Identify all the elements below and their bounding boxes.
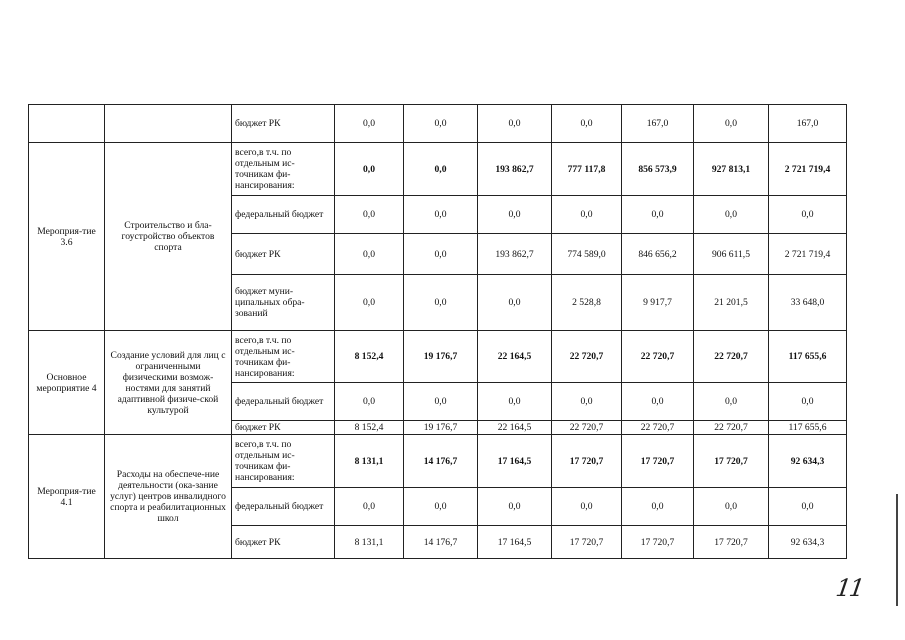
activity-name-cell: Мероприя-тие 4.1 — [29, 435, 105, 559]
funding-source-cell: всего,в т.ч. по отдельным ис-точникам фи-нансирования: — [232, 331, 335, 383]
table-row — [29, 435, 847, 488]
value-cell: 0,0 — [404, 488, 478, 526]
value-cell: 0,0 — [478, 488, 552, 526]
value-cell: 0,0 — [478, 196, 552, 234]
value-cell: 927 813,1 — [694, 143, 769, 196]
value-cell: 167,0 — [622, 105, 694, 143]
total-value-cell: 117 655,6 — [769, 331, 847, 383]
table-row — [29, 143, 847, 196]
funding-source-cell: бюджет муни-ципальных обра-зований — [232, 275, 335, 331]
funding-source-cell: бюджет РК — [232, 526, 335, 559]
funding-source-cell: всего,в т.ч. по отдельным ис-точникам фи-нансирования: — [232, 435, 335, 488]
value-cell: 0,0 — [335, 143, 404, 196]
value-cell: 14 176,7 — [404, 526, 478, 559]
value-cell: 17 720,7 — [622, 435, 694, 488]
total-value-cell: 167,0 — [769, 105, 847, 143]
value-cell: 0,0 — [622, 488, 694, 526]
value-cell: 0,0 — [478, 105, 552, 143]
value-cell: 0,0 — [552, 383, 622, 421]
value-cell: 0,0 — [552, 196, 622, 234]
total-value-cell: 92 634,3 — [769, 435, 847, 488]
total-value-cell: 33 648,0 — [769, 275, 847, 331]
value-cell: 22 720,7 — [552, 331, 622, 383]
value-cell: 14 176,7 — [404, 435, 478, 488]
value-cell: 2 528,8 — [552, 275, 622, 331]
value-cell: 0,0 — [622, 196, 694, 234]
value-cell: 0,0 — [335, 275, 404, 331]
budget-table — [28, 104, 847, 559]
total-value-cell: 0,0 — [769, 488, 847, 526]
value-cell: 0,0 — [404, 383, 478, 421]
funding-source-cell: всего,в т.ч. по отдельным ис-точникам фи-нансирования: — [232, 143, 335, 196]
value-cell: 0,0 — [694, 383, 769, 421]
value-cell: 856 573,9 — [622, 143, 694, 196]
value-cell: 846 656,2 — [622, 234, 694, 275]
activity-description-cell: Расходы на обеспече-ние деятельности (ока-зание услуг) центров инвалидного спорта и реабилитационных школ — [105, 435, 232, 559]
total-value-cell: 2 721 719,4 — [769, 143, 847, 196]
value-cell: 8 131,1 — [335, 526, 404, 559]
value-cell: 8 131,1 — [335, 435, 404, 488]
total-value-cell: 2 721 719,4 — [769, 234, 847, 275]
total-value-cell: 92 634,3 — [769, 526, 847, 559]
funding-source-cell: бюджет РК — [232, 234, 335, 275]
value-cell: 0,0 — [335, 196, 404, 234]
activity-name-cell: Мероприя-тие 3.6 — [29, 143, 105, 331]
funding-source-cell: федеральный бюджет — [232, 383, 335, 421]
table-row — [29, 105, 847, 143]
value-cell: 193 862,7 — [478, 143, 552, 196]
activity-description-cell: Строительство и бла-гоустройство объектов спорта — [105, 143, 232, 331]
value-cell: 906 611,5 — [694, 234, 769, 275]
value-cell: 0,0 — [694, 196, 769, 234]
value-cell: 0,0 — [622, 383, 694, 421]
value-cell: 22 164,5 — [478, 421, 552, 435]
value-cell: 0,0 — [404, 105, 478, 143]
value-cell: 0,0 — [478, 383, 552, 421]
value-cell: 17 720,7 — [552, 526, 622, 559]
value-cell: 19 176,7 — [404, 331, 478, 383]
value-cell: 777 117,8 — [552, 143, 622, 196]
table-row — [29, 331, 847, 383]
activity-name-cell — [29, 105, 105, 143]
value-cell: 8 152,4 — [335, 331, 404, 383]
total-value-cell: 117 655,6 — [769, 421, 847, 435]
value-cell: 17 164,5 — [478, 435, 552, 488]
value-cell: 0,0 — [404, 143, 478, 196]
value-cell: 0,0 — [335, 383, 404, 421]
activity-name-cell: Основное мероприятие 4 — [29, 331, 105, 435]
value-cell: 17 720,7 — [694, 526, 769, 559]
total-value-cell: 0,0 — [769, 383, 847, 421]
value-cell: 0,0 — [335, 105, 404, 143]
value-cell: 22 720,7 — [622, 421, 694, 435]
activity-description-cell — [105, 105, 232, 143]
page-number: 11 — [834, 574, 865, 602]
scan-edge-mark — [896, 494, 898, 606]
value-cell: 22 720,7 — [694, 421, 769, 435]
value-cell: 19 176,7 — [404, 421, 478, 435]
value-cell: 22 720,7 — [622, 331, 694, 383]
funding-source-cell: федеральный бюджет — [232, 488, 335, 526]
funding-source-cell: федеральный бюджет — [232, 196, 335, 234]
value-cell: 0,0 — [552, 105, 622, 143]
value-cell: 17 720,7 — [622, 526, 694, 559]
value-cell: 8 152,4 — [335, 421, 404, 435]
value-cell: 0,0 — [694, 488, 769, 526]
value-cell: 17 164,5 — [478, 526, 552, 559]
value-cell: 22 720,7 — [552, 421, 622, 435]
total-value-cell: 0,0 — [769, 196, 847, 234]
value-cell: 22 164,5 — [478, 331, 552, 383]
value-cell: 22 720,7 — [694, 331, 769, 383]
value-cell: 0,0 — [335, 234, 404, 275]
value-cell: 0,0 — [478, 275, 552, 331]
value-cell: 0,0 — [404, 196, 478, 234]
value-cell: 0,0 — [335, 488, 404, 526]
value-cell: 0,0 — [404, 234, 478, 275]
value-cell: 9 917,7 — [622, 275, 694, 331]
value-cell: 0,0 — [694, 105, 769, 143]
value-cell: 774 589,0 — [552, 234, 622, 275]
activity-description-cell: Создание условий для лиц с ограниченными физическими возмож-ностями для занятий адаптивной физиче-ской культурой — [105, 331, 232, 435]
funding-source-cell: бюджет РК — [232, 105, 335, 143]
value-cell: 193 862,7 — [478, 234, 552, 275]
funding-source-cell: бюджет РК — [232, 421, 335, 435]
value-cell: 0,0 — [552, 488, 622, 526]
value-cell: 0,0 — [404, 275, 478, 331]
value-cell: 17 720,7 — [694, 435, 769, 488]
value-cell: 21 201,5 — [694, 275, 769, 331]
value-cell: 17 720,7 — [552, 435, 622, 488]
